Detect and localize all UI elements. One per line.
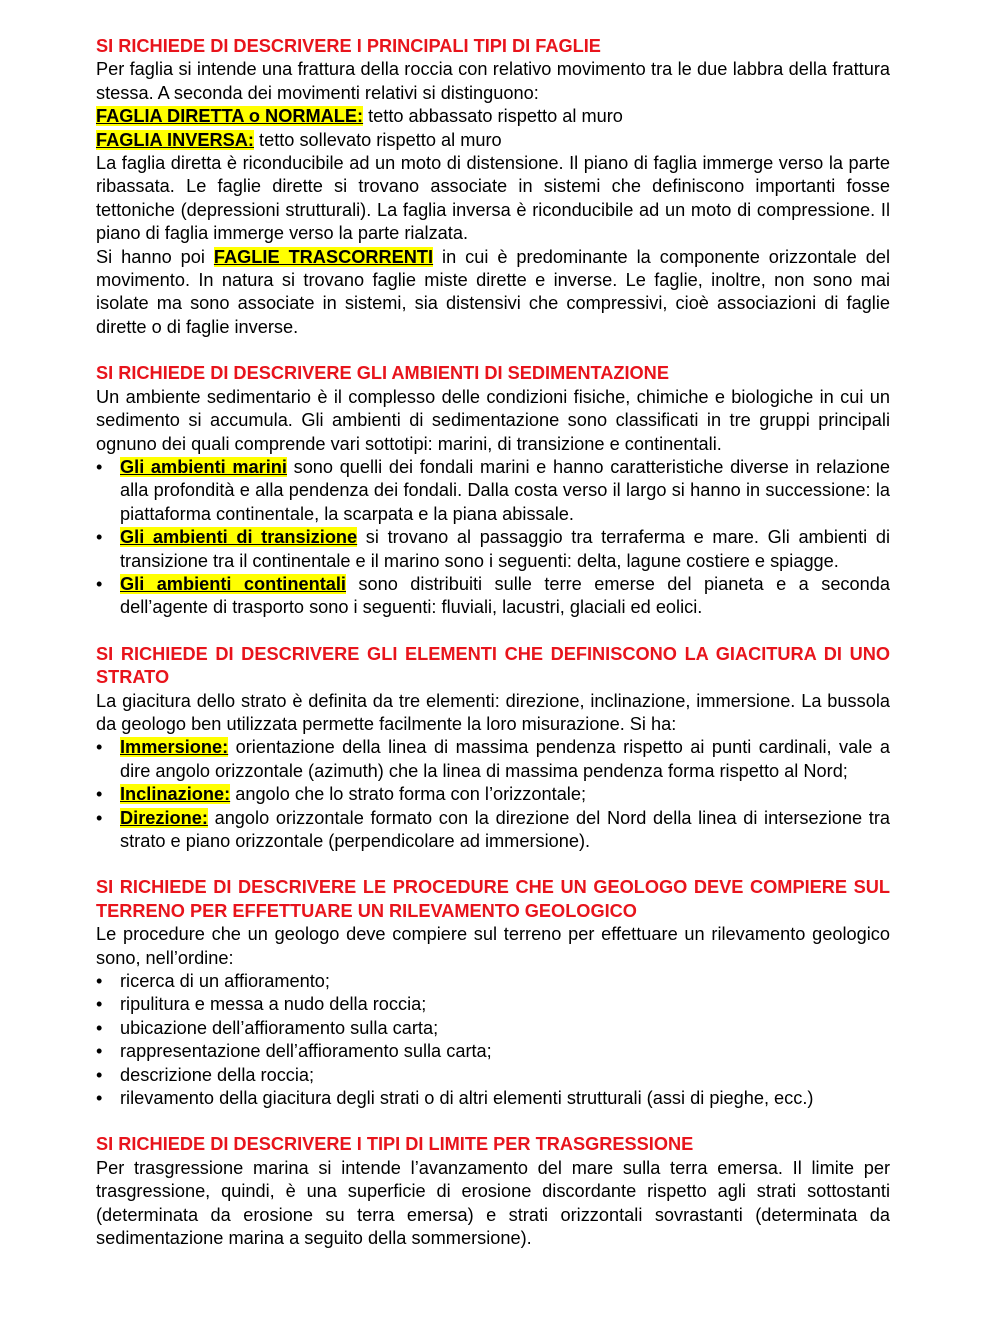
bullet-icon: • [96,994,103,1015]
highlighted-term: Gli ambienti di transizione [120,527,358,548]
section-giacitura-strato [96,643,890,854]
list-item-text: orientazione della linea di massima pendenza rispetto ai punti cardinali, vale a dire angolo orizzontale (azimuth) che la linea di massima pendenza forma rispetto al Nord; [120,737,890,781]
bullet-icon: • [96,527,103,548]
bullet-icon: • [96,971,103,992]
bullet-icon: • [96,737,103,758]
bullet-icon: • [96,807,103,828]
bullet-list [96,970,890,1110]
list-item-text: ripulitura e messa a nudo della roccia; [120,994,427,1015]
list-item [96,573,890,620]
list-item [96,1087,890,1110]
list-item-text: descrizione della roccia; [120,1064,315,1085]
section-faglie [96,35,890,339]
section-heading: SI RICHIEDE DI DESCRIVERE GLI ELEMENTI CHE DEFINISCONO LA GIACITURA DI UNO STRATO [96,643,890,688]
highlighted-term: Gli ambienti continentali [120,573,346,594]
bullet-icon: • [96,1041,103,1062]
section-heading: SI RICHIEDE DI DESCRIVERE GLI AMBIENTI DI SEDIMENTAZIONE [96,363,669,384]
list-item [96,456,890,526]
list-item-text: rappresentazione dell’affioramento sulla carta; [120,1041,492,1062]
bullet-icon: • [96,1088,103,1109]
list-item-text: sono distribuiti sulle terre emerse del pianeta e a seconda dell’agente di trasporto sono i seguenti: fluviali, lacustri, glaciali ed eolici. [120,573,890,618]
paragraph-text: Si hanno poi [96,246,214,267]
list-item-text: si trovano al passaggio tra terraferma e mare. Gli ambienti di transizione tra il continentale e il marino sono i seguenti: delta, lagune costiere e spiagge. [120,527,890,571]
bullet-icon: • [96,1017,103,1038]
bullet-list [96,736,890,853]
bullet-icon: • [96,784,103,805]
paragraph: Per faglia si intende una frattura della roccia con relativo movimento tra le due labbra della frattura stessa. A seconda dei movimenti relativi si distinguono: [96,59,890,103]
bullet-icon: • [96,573,103,594]
highlighted-term: FAGLIE TRASCORRENTI [213,246,434,267]
paragraph-text: in cui è predominante la componente orizzontale del movimento. In natura si trovano faglie miste dirette e inverse. Le faglie, inoltre, non sono mai isolate ma sono associate in sistemi, sia distensivi che compressivi, cioè associazioni di faglie dirette o di faglie inverse. [96,246,890,337]
paragraph: Le procedure che un geologo deve compiere sul terreno per effettuare un rilevamento geologico sono, nell’ordine: [96,924,890,968]
definition-text: tetto abbassato rispetto al muro [363,106,623,127]
definition-line [96,129,890,152]
list-item [96,526,890,573]
paragraph: La faglia diretta è riconducibile ad un moto di distensione. Il piano di faglia immerge verso la parte ribassata. Le faglie dirette si trovano associate in sistemi che definiscono importanti fosse tettoniche (depressioni strutturali). La faglia inversa è riconducibile ad un moto di compressione. Il piano di faglia immerge verso la parte rialzata. [96,153,890,244]
list-item [96,970,890,993]
section-limite-trasgressione [96,1133,890,1250]
list-item [96,1017,890,1040]
section-heading: SI RICHIEDE DI DESCRIVERE I PRINCIPALI TIPI DI FAGLIE [96,36,601,56]
list-item [96,783,890,806]
section-ambienti-sedimentazione [96,362,890,619]
list-item [96,1064,890,1087]
paragraph: Un ambiente sedimentario è il complesso delle condizioni fisiche, chimiche e biologiche in cui un sedimento si accumula. Gli ambienti di sedimentazione sono classificati in tre gruppi principali ognuno dei quali comprende vari sottotipi: marini, di transizione e continentali. [96,386,890,454]
paragraph: Per trasgressione marina si intende l’avanzamento del mare sulla terra emersa. Il limite per trasgressione, quindi, è una superficie di erosione discordante rispetto agli strati sottostanti (determinata da erosione su terra emersa) e strati orizzontali sovrastanti (determinata da sedimentazione marina a seguito della sommersione). [96,1157,890,1249]
highlighted-term: Immersione: [120,737,229,758]
list-item-text: rilevamento della giacitura degli strati o di altri elementi strutturali (assi di pieghe, ecc.) [120,1088,814,1109]
highlighted-term: Direzione: [120,807,208,828]
list-item [96,736,890,783]
paragraph [96,246,890,340]
definition-line [96,105,890,128]
section-procedure-rilevamento [96,876,890,1110]
bullet-icon: • [96,1064,103,1085]
bullet-list [96,456,890,620]
highlighted-term: Gli ambienti marini [120,456,287,477]
list-item-text: angolo che lo strato forma con l’orizzontale; [230,784,587,805]
definition-text: tetto sollevato rispetto al muro [253,129,502,150]
highlighted-term: Inclinazione: [120,784,231,805]
list-item-text: sono quelli dei fondali marini e hanno caratteristiche diverse in relazione alla profondità e alla pendenza dei fondali. Dalla costa verso il largo si hanno in successione: la piattaforma continentale, la scarpata e la piana abissale. [120,456,890,524]
paragraph: La giacitura dello strato è definita da tre elementi: direzione, inclinazione, immersione. La bussola da geologo ben utilizzata permette facilmente la loro misurazione. Si ha: [96,690,890,734]
section-heading: SI RICHIEDE DI DESCRIVERE I TIPI DI LIMITE PER TRASGRESSIONE [96,1134,694,1155]
highlighted-term: FAGLIA DIRETTA o NORMALE: [96,106,364,127]
list-item [96,1040,890,1063]
section-heading: SI RICHIEDE DI DESCRIVERE LE PROCEDURE CHE UN GEOLOGO DEVE COMPIERE SUL TERRENO PER EFFETTUARE UN RILEVAMENTO GEOLOGICO [96,877,890,921]
list-item-text: angolo orizzontale formato con la direzione del Nord della linea di intersezione tra strato e piano orizzontale (perpendicolare ad immersione). [120,807,890,851]
highlighted-term: FAGLIA INVERSA: [96,129,254,150]
list-item [96,807,890,854]
list-item-text: ubicazione dell’affioramento sulla carta; [120,1017,439,1038]
bullet-icon: • [96,456,103,477]
list-item [96,993,890,1016]
list-item-text: ricerca di un affioramento; [120,971,330,992]
